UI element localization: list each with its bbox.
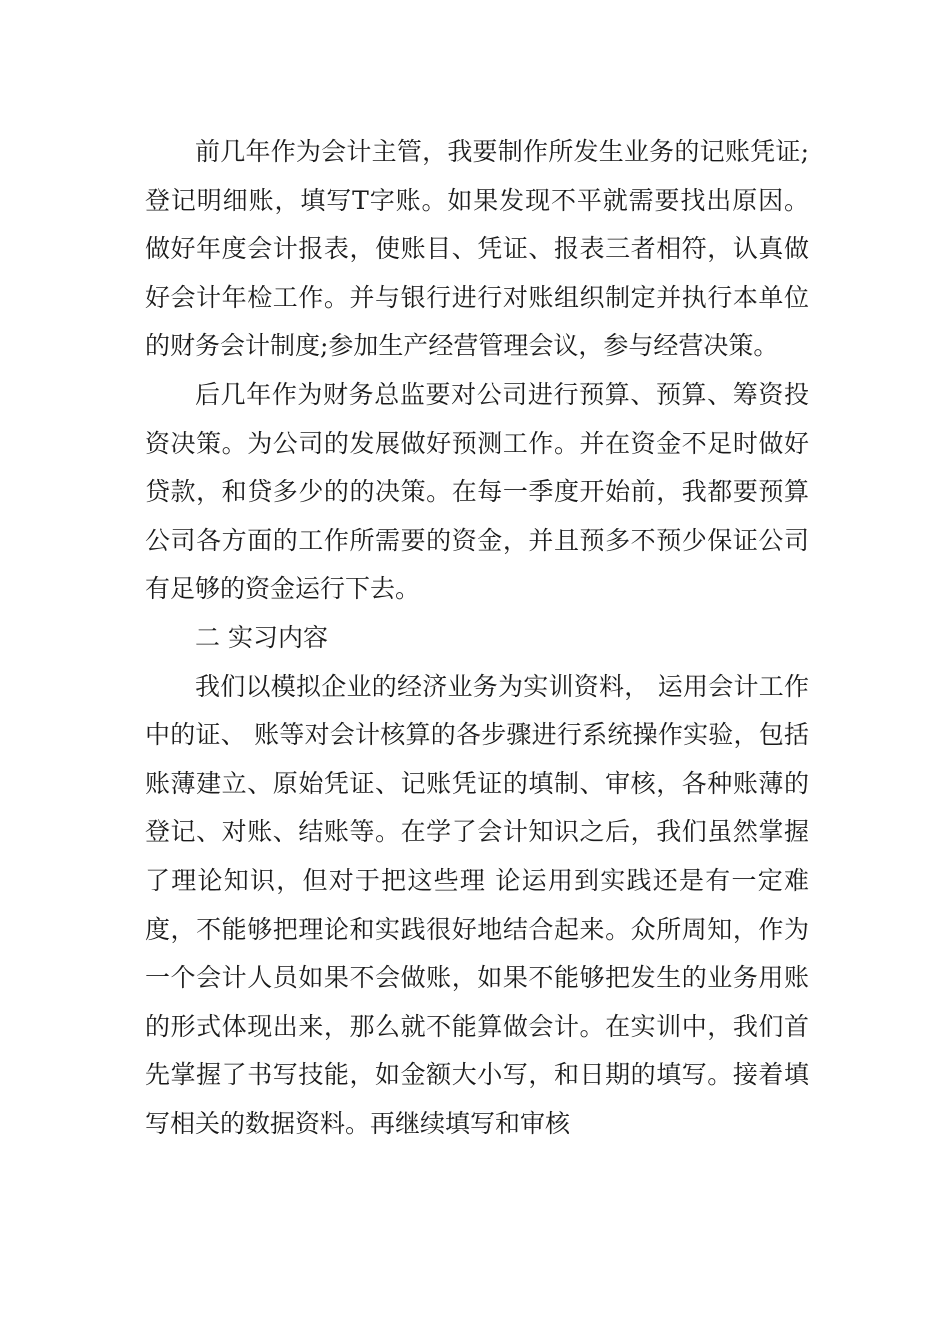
section-heading: 二 实习内容 bbox=[195, 622, 328, 652]
paragraph-internship-content: 我们以模拟企业的经济业务为实训资料， 运用会计工作中的证、 账等对会计核算的各步骤进行系统操作实验，包括账薄建立、原始凭证、记账凭证的填制、审核，各种账薄的登记、对账、结账等。在学了会计知识之后，我们虽然掌握了理论知识，但对于把这些理 论运用到实践还是有一定难度，不能够把理论和实践很好地结合起来。众所周知，作为一个会计人员如果不会做账，如果不能够把发生的业务用账的形式体现出来，那么就不能算做会计。在实训中，我们首先掌握了书写技能，如金额大小写，和日期的填写。接着填写相关的数据资料。再继续填写和审核 bbox=[145, 671, 809, 1138]
document-body bbox=[145, 128, 809, 1148]
paragraph-accounting-supervisor: 前几年作为会计主管，我要制作所发生业务的记账凭证;登记明细账，填写T字账。如果发现不平就需要找出原因。做好年度会计报表，使账目、凭证、报表三者相符，认真做好会计年检工作。并与银行进行对账组织制定并执行本单位的财务会计制度;参加生产经营管理会议，参与经营决策。 bbox=[145, 137, 809, 361]
paragraph-finance-director: 后几年作为财务总监要对公司进行预算、预算、筹资投资决策。为公司的发展做好预测工作。并在资金不足时做好贷款，和贷多少的的决策。在每一季度开始前，我都要预算公司各方面的工作所需要的资金，并且预多不预少保证公司有足够的资金运行下去。 bbox=[145, 379, 809, 604]
